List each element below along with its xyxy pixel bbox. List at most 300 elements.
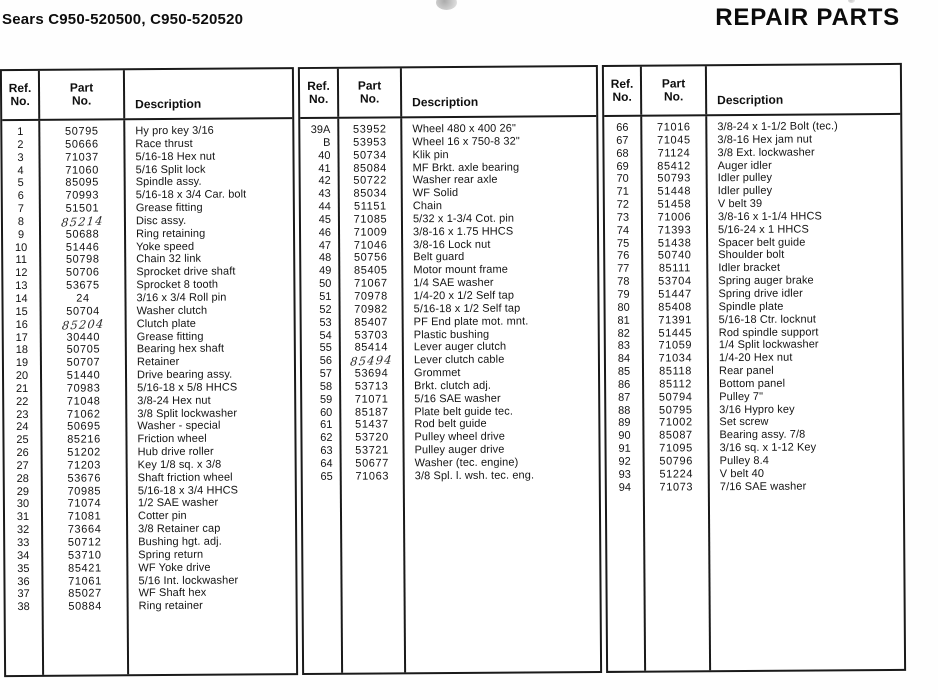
ref-cell: 53	[319, 316, 332, 329]
description-cell: Spring return	[138, 548, 204, 562]
description-cell: 3/8-16 Hex jam nut	[717, 133, 813, 146]
description-cell: Rod belt guide	[414, 418, 487, 431]
ref-cell: 89	[618, 417, 631, 430]
description-cell: 3/8-24 x 1-1/2 Bolt (tec.)	[717, 120, 838, 134]
ref-cell: 85	[617, 365, 631, 378]
description-cell: Ring retainer	[138, 599, 203, 613]
description-cell: Grease fitting	[135, 201, 203, 215]
ref-cell: 41	[318, 162, 331, 175]
part-number-cell: 53694	[354, 367, 389, 380]
part-number-cell: 51445	[658, 326, 693, 340]
ref-cell: 1	[17, 125, 24, 139]
ref-cell: 5	[17, 177, 24, 190]
description-cell: Hy pro key 3/16	[135, 124, 214, 138]
description-cell: V belt 40	[719, 467, 765, 480]
description-cell: Belt guard	[413, 251, 465, 264]
ref-header-line2: No.	[308, 91, 329, 106]
page-title: REPAIR PARTS	[715, 4, 900, 31]
ref-cell: 36	[17, 575, 30, 588]
ref-cell: 94	[618, 481, 631, 494]
description-cell: WF Shaft hex	[138, 587, 207, 600]
part-number-cell: 53721	[355, 444, 389, 457]
part-number-cell: 85421	[68, 562, 102, 575]
description-cell: Shoulder bolt	[718, 249, 785, 262]
ref-cell: 58	[319, 380, 333, 393]
part-number-cell: 71203	[67, 459, 101, 472]
ref-cell: 76	[617, 250, 630, 263]
description-cell: 5/16-18 Hex nut	[135, 150, 216, 163]
ref-cell: 91	[618, 442, 631, 455]
ref-cell: 93	[618, 468, 631, 481]
ref-no-header	[604, 67, 642, 115]
part-number-cell: 50704	[66, 305, 100, 318]
part-number-cell: 50798	[65, 253, 100, 267]
description-cell: Hub drive roller	[137, 445, 214, 459]
ref-cell: 64	[320, 457, 333, 470]
ref-cell: 12	[15, 267, 28, 280]
ref-cell: 24	[16, 421, 29, 434]
parts-table-middle	[298, 65, 602, 675]
description-cell: 3/8 Ext. lockwasher	[717, 146, 815, 159]
part-number-cell: 71016	[656, 121, 691, 134]
part-number-cell: 85214	[60, 213, 105, 230]
part-number-cell: 73664	[67, 523, 102, 536]
part-number-cell: 53703	[354, 328, 389, 342]
table-header-row	[300, 67, 596, 119]
part-number-cell: 50756	[353, 251, 388, 265]
ref-header-line2: No.	[10, 93, 30, 109]
part-number-cell: 53675	[66, 279, 100, 292]
ref-cell: 92	[618, 455, 631, 468]
description-column	[125, 119, 296, 674]
part-number-cell: 24	[76, 292, 90, 305]
part-number-cell: 70982	[354, 303, 388, 316]
description-cell: Pulley wheel drive	[414, 430, 505, 444]
description-cell: Pulley 8.4	[719, 454, 769, 468]
ref-cell: 78	[617, 275, 630, 288]
description-cell: 1/4 Split lockwasher	[718, 338, 819, 352]
part-number-cell: 50794	[658, 391, 693, 404]
ref-cell: 79	[617, 288, 630, 301]
description-cell: Klik pin	[412, 148, 449, 161]
description-cell: 3/8 Spl. l. wsh. tec. eng.	[414, 469, 535, 483]
scan-smudge	[848, 0, 855, 3]
part-number-cell: 51501	[65, 202, 100, 215]
part-number-cell: 51438	[657, 236, 692, 250]
part-number-cell: 85204	[61, 316, 106, 333]
description-cell: Sprocket drive shaft	[136, 265, 236, 279]
part-number-cell: 71067	[354, 277, 388, 290]
part-header-line1: Part	[69, 80, 94, 95]
ref-cell: 21	[15, 382, 29, 395]
ref-column	[2, 121, 44, 675]
ref-cell: 18	[15, 344, 29, 357]
ref-cell: 83	[617, 340, 631, 353]
part-number-cell: 71393	[657, 224, 692, 237]
ref-cell: 3	[17, 151, 24, 164]
description-cell: Idler bracket	[718, 261, 781, 275]
ref-cell: 4	[17, 164, 24, 177]
ref-cell: 71	[616, 185, 629, 199]
ref-cell: 74	[616, 224, 630, 237]
part-number-cell: 50677	[355, 457, 389, 470]
ref-cell: 47	[318, 239, 332, 252]
ref-cell: 15	[15, 305, 28, 318]
description-cell: 7/16 SAE washer	[719, 480, 807, 493]
ref-cell: 42	[318, 175, 331, 188]
ref-cell: 75	[616, 237, 630, 250]
ref-cell: 67	[616, 134, 629, 147]
table-header-row	[2, 69, 292, 121]
part-number-cell: 85118	[659, 365, 692, 378]
part-number-cell: 85412	[657, 159, 691, 173]
description-cell: Ring retaining	[136, 227, 206, 240]
part-number-cell: 71002	[659, 416, 693, 429]
table-body	[300, 117, 600, 673]
part-number-cell: 71048	[66, 395, 101, 408]
parts-tables	[0, 63, 906, 677]
description-header	[402, 67, 596, 116]
part-number-cell: 51458	[657, 198, 692, 211]
ref-cell: 29	[16, 485, 30, 498]
part-number-cell: 71124	[657, 147, 691, 160]
description-cell: Idler pulley	[717, 172, 773, 185]
ref-cell: 13	[15, 280, 28, 293]
ref-cell: 72	[616, 198, 630, 211]
part-number-cell: 50712	[67, 536, 102, 549]
part-number-cell: 53713	[354, 380, 389, 393]
ref-cell: 17	[15, 331, 28, 344]
ref-cell: 61	[320, 419, 333, 432]
ref-cell: 54	[319, 329, 332, 342]
ref-cell: 38	[17, 601, 30, 614]
part-header-line1: Part	[661, 75, 686, 91]
description-cell: Drive bearing assy.	[136, 368, 233, 382]
part-number-cell: 85414	[354, 341, 389, 355]
description-cell: Friction wheel	[137, 432, 207, 446]
description-column	[402, 117, 600, 672]
description-cell: Lever clutch cable	[413, 353, 505, 367]
description-cell: Spring auger brake	[718, 274, 814, 288]
description-cell: 5/16 Int. lockwasher	[138, 574, 239, 587]
ref-cell: 20	[15, 369, 29, 383]
ref-cell: 87	[618, 391, 631, 404]
ref-cell: 30	[16, 498, 30, 511]
part-number-cell: 71063	[355, 470, 390, 483]
part-number-cell: 85187	[354, 406, 389, 419]
ref-column	[300, 119, 343, 673]
part-number-cell: 71391	[658, 313, 692, 327]
part-column	[40, 120, 129, 675]
part-number-cell: 50795	[658, 403, 693, 417]
part-number-cell: 71085	[353, 213, 388, 226]
ref-cell: 27	[16, 459, 29, 472]
description-cell: Key 1/8 sq. x 3/8	[137, 458, 222, 472]
part-number-cell: 71034	[658, 352, 693, 365]
part-number-cell: 71073	[659, 480, 694, 494]
ref-cell: 44	[318, 200, 331, 213]
ref-cell: 31	[16, 511, 30, 524]
ref-cell: 65	[320, 470, 333, 483]
ref-cell: 7	[17, 203, 24, 216]
description-cell: Spindle assy.	[135, 176, 202, 189]
part-number-cell: 51151	[353, 200, 387, 213]
ref-header-line1: Ref.	[610, 76, 634, 91]
description-cell: Motor mount frame	[413, 263, 508, 277]
part-number-cell: 51440	[66, 369, 101, 382]
description-cell: 3/8 Split lockwasher	[137, 407, 238, 420]
part-header-line1: Part	[357, 77, 382, 93]
ref-cell: 66	[616, 121, 629, 134]
ref-cell: 90	[618, 430, 631, 443]
description-cell: Bushing hgt. adj.	[138, 535, 222, 549]
ref-cell: 73	[616, 211, 630, 224]
description-cell: Plastic bushing	[413, 328, 490, 341]
ref-cell: 52	[319, 303, 332, 316]
part-number-cell: 71062	[66, 408, 101, 421]
ref-cell: 37	[17, 588, 30, 601]
ref-cell: 46	[318, 226, 332, 239]
part-number-cell: 85084	[353, 161, 387, 175]
part-number-cell: 50734	[353, 149, 387, 162]
description-cell: Cotter pin	[137, 510, 187, 523]
part-number-cell: 71061	[68, 574, 102, 588]
description-cell: Bottom panel	[719, 377, 786, 391]
part-number-cell: 53710	[67, 549, 102, 562]
part-number-cell: 51448	[657, 185, 692, 198]
ref-cell: 14	[15, 292, 28, 306]
ref-cell: 26	[16, 447, 29, 460]
part-number-cell: 71081	[67, 510, 102, 524]
description-cell: Grommet	[413, 366, 461, 380]
ref-cell: 22	[16, 395, 29, 408]
description-cell: 3/16 Hypro key	[719, 403, 795, 416]
part-number-cell: 51437	[355, 418, 389, 432]
part-number-cell: 50796	[659, 455, 693, 468]
part-number-cell: 85407	[354, 316, 389, 329]
part-number-cell: 71046	[353, 239, 388, 252]
description-cell: Rod spindle support	[718, 325, 819, 339]
ref-cell: 60	[320, 406, 333, 419]
part-number-cell: 70993	[65, 189, 100, 202]
description-cell: Brkt. clutch adj.	[414, 379, 492, 393]
description-cell: Rear panel	[718, 364, 774, 378]
part-number-cell: 50740	[657, 249, 692, 263]
ref-cell: 48	[318, 252, 332, 265]
ref-cell: 45	[318, 213, 331, 226]
part-number-cell: 71059	[658, 339, 693, 352]
part-header-line2: No.	[71, 93, 92, 108]
description-header-label: Description	[135, 96, 202, 111]
ref-no-header	[2, 71, 40, 119]
description-cell: Retainer	[136, 356, 180, 369]
part-number-cell: 85408	[658, 301, 692, 314]
ref-cell: 56	[319, 355, 332, 368]
table-header-row	[604, 65, 900, 117]
description-cell: Washer clutch	[136, 304, 208, 318]
part-number-cell: 50795	[64, 125, 99, 138]
description-cell: Chain	[412, 200, 443, 213]
description-cell: Spindle plate	[718, 300, 784, 313]
description-cell: 5/16-18 Ctr. locknut	[718, 313, 817, 326]
part-number-cell: 85111	[658, 262, 691, 275]
part-number-cell: 53704	[658, 275, 692, 288]
description-cell: Spring drive idler	[718, 287, 803, 301]
description-cell: Washer - special	[137, 420, 221, 433]
description-cell: Spacer belt guide	[718, 236, 806, 249]
part-number-cell: 50705	[66, 343, 101, 357]
description-cell: MF Brkt. axle bearing	[412, 161, 520, 174]
part-number-cell: 53676	[67, 472, 102, 485]
description-cell: Auger idler	[717, 159, 772, 172]
description-cell: 1/4-20 Hex nut	[718, 351, 793, 365]
description-cell: 3/8-24 Hex nut	[137, 394, 211, 407]
scan-smudge	[436, 0, 457, 10]
table-body	[604, 115, 904, 671]
ref-cell: 6	[17, 190, 24, 203]
part-number-cell: 71074	[67, 497, 102, 511]
description-cell: 3/8 Retainer cap	[138, 522, 221, 536]
ref-cell: 57	[319, 367, 333, 380]
ref-cell: 10	[14, 241, 28, 254]
part-number-cell: 53952	[352, 123, 387, 136]
description-cell: 3/16 x 3/4 Roll pin	[136, 291, 227, 305]
ref-cell: 2	[17, 138, 24, 151]
part-number-cell: 30440	[66, 330, 101, 344]
part-column	[642, 116, 711, 670]
ref-header-line1: Ref.	[307, 78, 330, 93]
description-cell: Bearing hex shaft	[136, 342, 225, 356]
description-cell: Pulley auger drive	[414, 443, 505, 457]
part-number-cell: 51447	[658, 288, 692, 301]
description-cell: 1/2 SAE washer	[137, 497, 219, 510]
part-number-cell: 53953	[353, 136, 387, 149]
part-number-cell: 71060	[65, 163, 99, 177]
ref-cell: 82	[617, 327, 630, 340]
description-header	[125, 69, 292, 118]
part-number-cell: 85027	[68, 587, 102, 601]
part-number-cell: 70978	[354, 290, 388, 303]
ref-cell: 59	[319, 393, 333, 406]
ref-cell: 81	[617, 314, 630, 327]
ref-cell: 9	[17, 228, 25, 241]
description-cell: 3/8-16 x 1.75 HHCS	[412, 225, 514, 239]
description-cell: Grease fitting	[136, 330, 204, 343]
ref-cell: 11	[15, 254, 27, 267]
parts-table-right	[602, 63, 906, 673]
ref-cell: 34	[17, 549, 30, 562]
ref-cell: 77	[617, 263, 630, 276]
ref-cell: 86	[617, 378, 631, 391]
ref-cell: 16	[15, 318, 28, 331]
ref-cell: 25	[16, 434, 29, 447]
ref-no-header	[300, 69, 339, 117]
description-cell: 5/16-18 x 5/8 HHCS	[137, 381, 238, 395]
description-cell: 1/4-20 x 1/2 Self tap	[413, 289, 515, 303]
description-cell: 5/16-18 x 3/4 Car. bolt	[135, 188, 247, 202]
description-cell: Bearing assy. 7/8	[719, 428, 806, 442]
description-cell: Disc assy.	[135, 214, 187, 228]
description-cell: 5/16-24 x 1 HHCS	[717, 223, 809, 236]
part-number-cell: 85405	[353, 264, 388, 277]
ref-cell: 51	[319, 290, 332, 303]
part-number-cell: 85494	[349, 352, 394, 369]
part-number-cell: 51202	[67, 446, 101, 459]
ref-cell: 19	[15, 357, 29, 370]
part-header-line2: No.	[359, 91, 380, 106]
description-cell: 3/8-16 Lock nut	[413, 238, 491, 251]
part-header-line2: No.	[663, 89, 684, 104]
part-number-cell: 85216	[67, 433, 101, 446]
part-number-cell: 85112	[659, 378, 693, 391]
ref-cell: 8	[17, 215, 25, 228]
ref-cell: B	[323, 136, 331, 149]
ref-header-line1: Ref.	[8, 80, 32, 95]
ref-cell: 35	[17, 562, 30, 575]
part-number-cell: 50666	[65, 138, 99, 151]
ref-column	[604, 117, 646, 671]
part-number-cell: 50884	[68, 600, 102, 613]
ref-cell: 68	[616, 147, 629, 160]
part-number-cell: 50707	[66, 356, 101, 369]
description-cell: Yoke speed	[136, 240, 195, 253]
ref-cell: 55	[319, 342, 332, 355]
part-number-cell: 71037	[65, 151, 99, 164]
ref-cell: 33	[17, 536, 30, 550]
ref-cell: 32	[16, 524, 30, 537]
ref-header-line2: No.	[612, 89, 632, 104]
part-number-cell: 70985	[67, 485, 102, 498]
ref-cell: 80	[617, 301, 630, 314]
description-cell: 3/8-16 x 1-1/4 HHCS	[717, 210, 822, 224]
ref-cell: 49	[319, 265, 332, 278]
description-cell: Race thrust	[135, 137, 193, 151]
ref-cell: 28	[16, 472, 29, 485]
description-cell: Washer rear axle	[412, 174, 498, 187]
description-cell: 5/16 SAE washer	[414, 392, 501, 405]
ref-cell: 39A	[310, 123, 331, 136]
description-cell: 5/16 Split lock	[135, 163, 206, 176]
part-no-header	[642, 66, 707, 114]
part-number-cell: 85087	[659, 429, 693, 442]
description-cell: PF End plate mot. mnt.	[413, 315, 529, 328]
description-cell: Sprocket 8 tooth	[136, 278, 219, 292]
description-cell: Lever auger clutch	[413, 340, 507, 354]
part-number-cell: 71045	[657, 134, 691, 147]
description-cell: Clutch plate	[136, 317, 197, 330]
part-number-cell: 70983	[66, 382, 101, 395]
description-cell: Idler pulley	[717, 184, 773, 198]
description-column	[707, 115, 904, 670]
description-header	[707, 65, 900, 114]
part-number-cell: 51224	[659, 468, 694, 481]
description-cell: Pulley 7"	[719, 390, 764, 403]
part-no-header	[40, 70, 125, 119]
part-number-cell: 50706	[65, 266, 100, 279]
description-cell: WF Yoke drive	[138, 561, 211, 574]
description-cell: 5/16-18 x 1/2 Self tap	[413, 302, 521, 316]
part-number-cell: 71009	[353, 226, 388, 239]
part-number-cell: 50695	[67, 420, 101, 434]
part-number-cell: 71095	[659, 442, 693, 455]
ref-cell: 70	[616, 173, 629, 186]
description-cell: 5/16-18 x 3/4 HHCS	[137, 484, 239, 497]
part-number-cell: 71071	[354, 393, 389, 406]
description-header-label: Description	[412, 94, 479, 109]
parts-table-left	[0, 67, 298, 677]
part-number-cell: 85034	[353, 187, 388, 200]
description-cell: 3/16 sq. x 1-12 Key	[719, 441, 817, 455]
